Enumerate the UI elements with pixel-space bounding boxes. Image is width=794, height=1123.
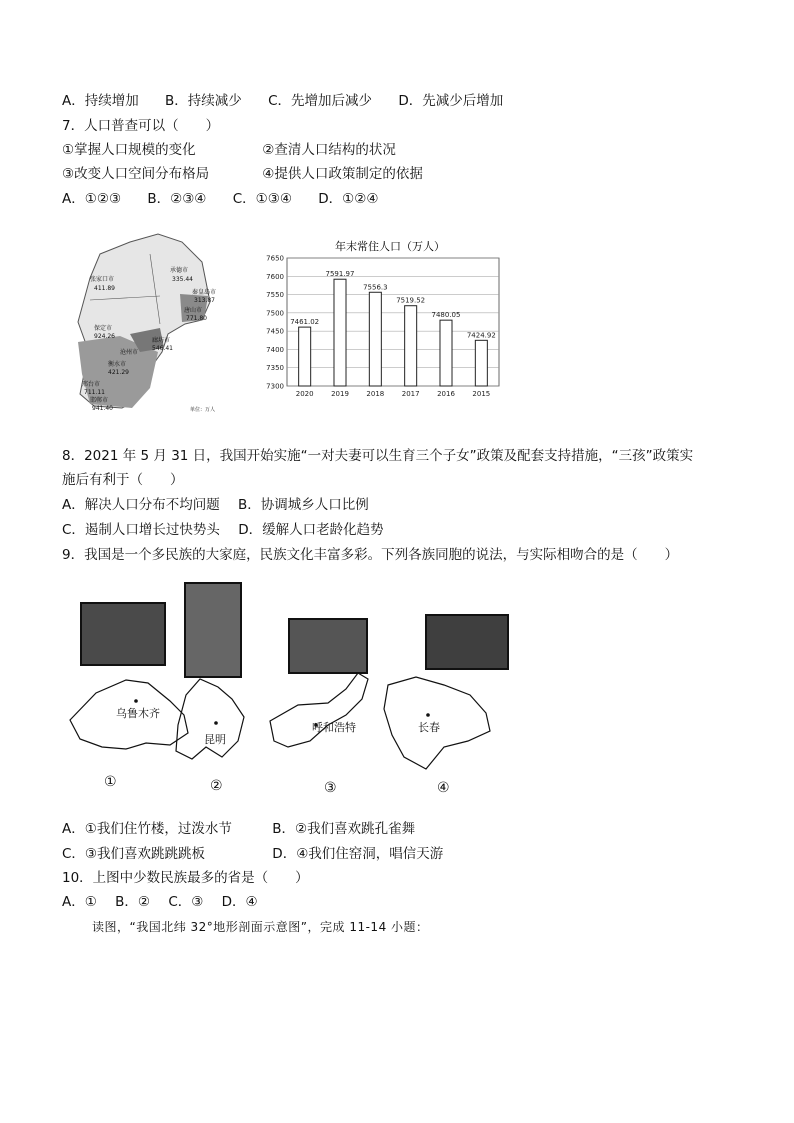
q7-item-4: ④提供人口政策制定的依据 [262, 166, 423, 182]
map-label-handan: 邯郸市 [90, 397, 109, 404]
map-label-qinhuangdao: 秦皇岛市 [192, 289, 217, 296]
q9-option-b[interactable]: B．②我们喜欢跳孔雀舞 [272, 821, 416, 837]
chart-xtick-label: 2015 [472, 390, 491, 398]
chart-title: 年末常住人口（万人） [335, 240, 445, 253]
q9-option-a[interactable]: A．①我们住竹楼，过泼水节 [62, 821, 232, 837]
map-value-hengshui: 421.29 [108, 369, 129, 376]
yunnan-outline [176, 679, 244, 759]
photo-yunnan [184, 582, 242, 678]
kunming-dot [214, 721, 218, 725]
chart-bars [290, 270, 496, 398]
chart-ytick-label: 7650 [266, 254, 284, 263]
q7-items-row1 [62, 141, 396, 159]
chart-data-label: 7480.05 [431, 311, 461, 320]
population-bar-chart [255, 226, 505, 406]
chart-data-label: 7461.02 [290, 318, 320, 327]
map-label-zhangjiakou: 张家口市 [90, 276, 115, 283]
q8-options-row2 [62, 521, 406, 539]
q6-option-c[interactable]: C．先增加后减少 [268, 93, 373, 109]
q8-option-a[interactable]: A．解决人口分布不均问题 [62, 497, 220, 513]
q10-option-b[interactable]: B．② [115, 894, 151, 910]
chart-xtick-label: 2020 [295, 390, 314, 398]
q8-stem-line1: 8．2021 年 5 月 31 日，我国开始实施“一对夫妻可以生育三个子女”政策及配套支持措施，“三孩”政策实 [62, 448, 694, 464]
photo-jilin [425, 614, 509, 670]
q7-option-d[interactable]: D．①②④ [318, 191, 379, 207]
map-label-cangzhou: 沧州市 [120, 349, 139, 356]
q8-option-d[interactable]: D．缓解人口老龄化趋势 [238, 522, 384, 538]
city-label-1: 乌鲁木齐 [116, 707, 160, 720]
chart-ytick-label: 7450 [266, 327, 284, 336]
q6-options [62, 92, 525, 110]
q10-option-a[interactable]: A．① [62, 894, 97, 910]
province-maps [66, 665, 506, 790]
q6-option-d[interactable]: D．先减少后增加 [398, 93, 504, 109]
chart-bar [440, 320, 452, 386]
chart-data-label: 7591.97 [325, 270, 355, 279]
q7-item-1: ①掌握人口规模的变化 [62, 142, 196, 158]
map-label-langfang: 廊坊市 [152, 337, 171, 344]
panel-num-4: ④ [437, 780, 450, 796]
q7-options [62, 190, 400, 208]
q10-stem: 10．上图中少数民族最多的省是（ ） [62, 870, 309, 886]
map-value-langfang: 546.41 [152, 345, 173, 352]
chart-xtick-label: 2019 [331, 390, 349, 398]
chart-ytick-label: 7550 [266, 291, 284, 300]
photo-xinjiang [80, 602, 166, 666]
q7-option-b[interactable]: B．②③④ [147, 191, 207, 207]
chart-bar [475, 340, 487, 386]
q10-options [62, 893, 280, 911]
city-label-2: 昆明 [204, 733, 226, 746]
map-value-tangshan: 771.80 [186, 315, 207, 322]
q6-option-b[interactable]: B．持续减少 [165, 93, 242, 109]
chart-ytick-label: 7500 [266, 309, 284, 318]
map-label-tangshan: 唐山市 [184, 307, 203, 314]
city-label-3: 呼和浩特 [312, 721, 356, 734]
map-label-baoding: 保定市 [94, 325, 113, 332]
map-value-qinhuangdao: 313.87 [194, 297, 215, 304]
map-label-chengde: 承德市 [170, 267, 189, 274]
hebei-population-map [60, 224, 250, 414]
map-value-baoding: 924.26 [94, 333, 115, 340]
q7-item-2: ②查清人口结构的状况 [262, 142, 396, 158]
q9-options-row2 [62, 845, 465, 863]
inner-mongolia-outline [270, 673, 368, 747]
city-label-4: 长春 [418, 721, 440, 734]
chart-xtick-label: 2016 [437, 390, 455, 398]
urumqi-dot [134, 699, 138, 703]
chart-xtick-label: 2017 [401, 390, 420, 398]
chart-bar [369, 292, 381, 386]
q9-stem: 9．我国是一个多民族的大家庭，民族文化丰富多彩。下列各族同胞的说法，与实际相吻合的是（ ） [62, 547, 679, 563]
q9-option-d[interactable]: D．④我们住窑洞，唱信天游 [272, 846, 444, 862]
map-label-xingtai: 邢台市 [82, 381, 101, 388]
map-value-zhangjiakou: 411.89 [94, 285, 115, 292]
q10-option-c[interactable]: C．③ [168, 894, 204, 910]
q8-option-c[interactable]: C．遏制人口增长过快势头 [62, 522, 220, 538]
chart-data-label: 7519.52 [396, 296, 426, 305]
chart-data-label: 7556.3 [363, 283, 388, 292]
q8-stem-line2: 施后有利于（ ） [62, 472, 184, 488]
chart-ytick-label: 7300 [266, 382, 284, 391]
map-value-handan: 941.40 [92, 405, 113, 412]
q7-stem: 7．人口普查可以（ ） [62, 118, 220, 134]
q8-options-row1 [62, 496, 391, 514]
q7-option-c[interactable]: C．①③④ [232, 191, 292, 207]
chart-bar [334, 279, 346, 386]
q7-option-a[interactable]: A．①②③ [62, 191, 122, 207]
q7-items-row2 [62, 165, 423, 183]
chart-data-label: 7424.92 [466, 331, 496, 340]
q8-option-b[interactable]: B．协调城乡人口比例 [238, 497, 369, 513]
chart-ytick-label: 7400 [266, 345, 284, 354]
map-unit: 单位：万人 [190, 407, 216, 413]
map-label-hengshui: 衡水市 [108, 361, 127, 368]
panel-num-1: ① [104, 774, 117, 790]
q9-option-c[interactable]: C．③我们喜欢跳跳跳板 [62, 846, 206, 862]
q9-options-row1 [62, 820, 437, 838]
chart-bar [299, 327, 311, 386]
chart-ytick-label: 7600 [266, 272, 284, 281]
q10-option-d[interactable]: D．④ [221, 894, 258, 910]
q7-item-3: ③改变人口空间分布格局 [62, 166, 210, 182]
map-value-chengde: 335.44 [172, 276, 193, 283]
panel-num-2: ② [210, 778, 223, 794]
q6-option-a[interactable]: A．持续增加 [62, 93, 139, 109]
changchun-dot [426, 713, 430, 717]
panel-num-3: ③ [324, 780, 337, 796]
chart-ytick-label: 7350 [266, 364, 284, 373]
section-intro: 读图，“我国北纬 32°地形剖面示意图”，完成 11-14 小题： [92, 920, 429, 934]
map-value-xingtai: 711.11 [84, 389, 105, 396]
chart-bar [405, 306, 417, 386]
chart-xtick-label: 2018 [366, 390, 385, 398]
